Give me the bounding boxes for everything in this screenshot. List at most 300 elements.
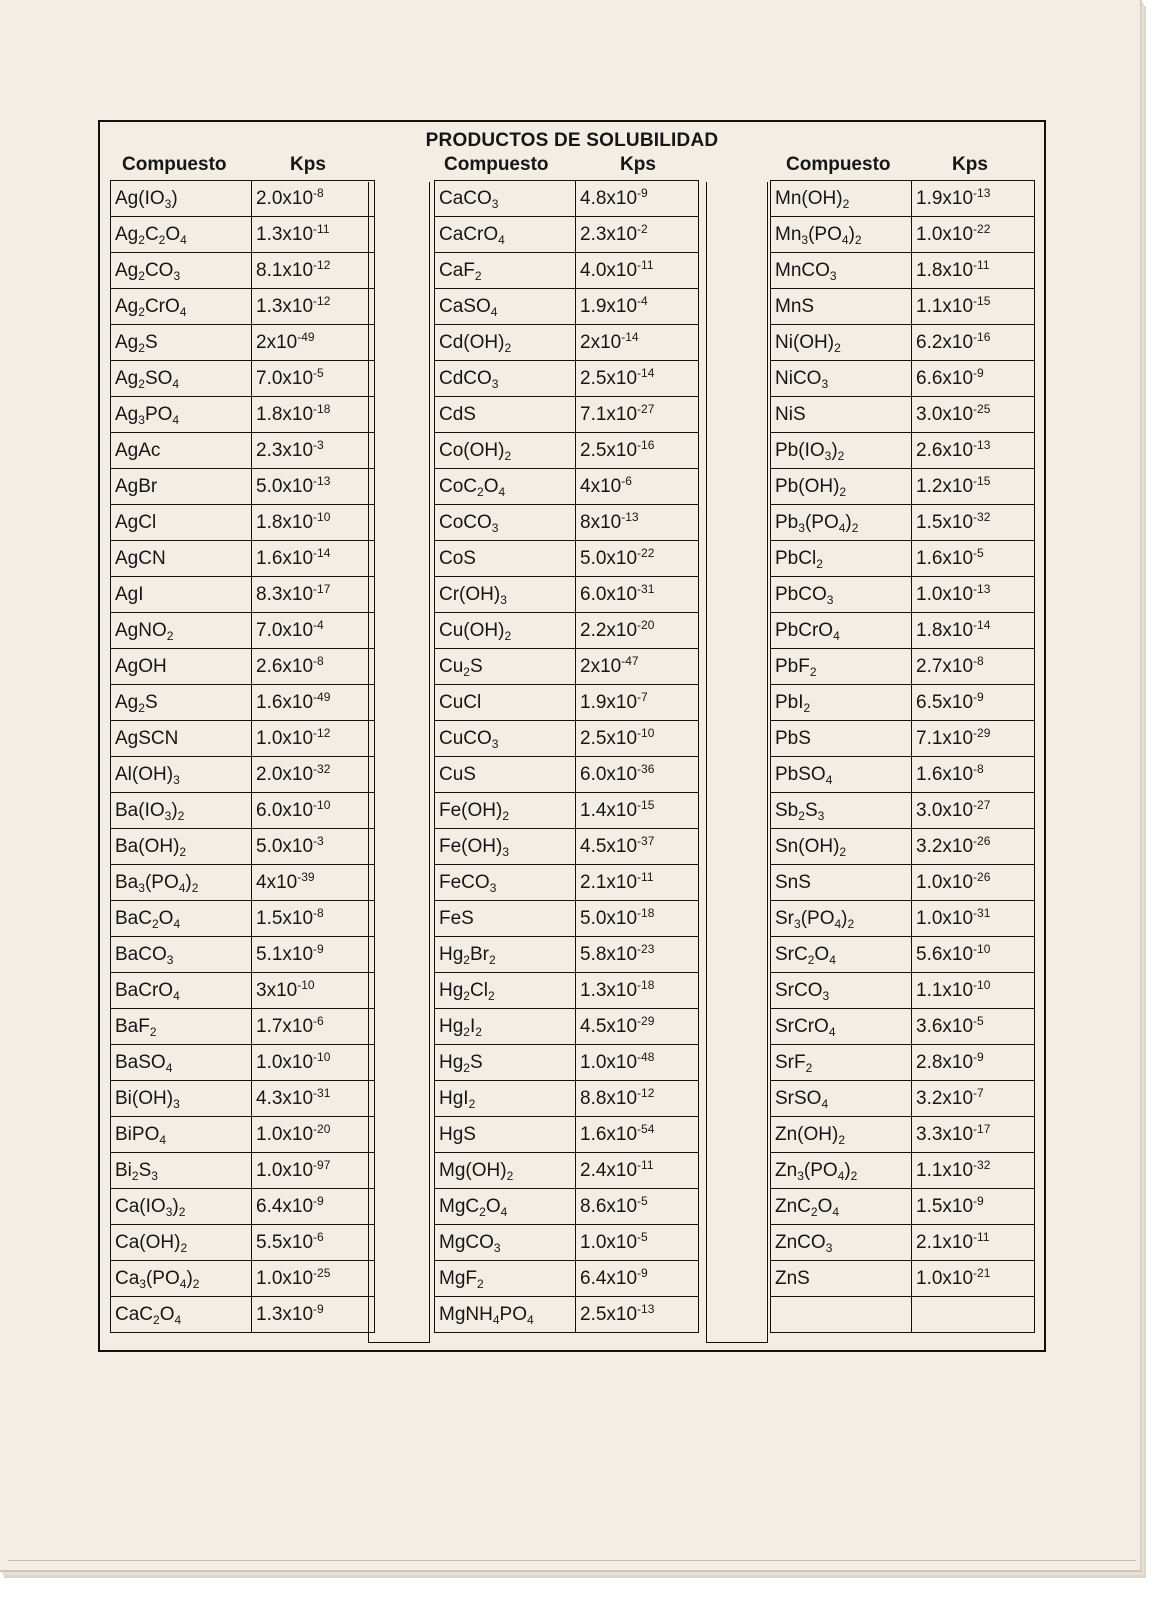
kps-cell: $3.0x10^{-25}$ (912, 397, 1035, 433)
table-row (111, 757, 375, 793)
table-row (771, 1261, 1035, 1297)
table-row (435, 1045, 699, 1081)
table-row (771, 1117, 1035, 1153)
header-compound-2: Compuesto (444, 154, 549, 175)
table-row (111, 973, 375, 1009)
compound-cell: $Ag(IO_3)$ (111, 181, 252, 217)
compound-cell: $Ba_3(PO_4)_2$ (111, 865, 252, 901)
table-row (771, 217, 1035, 253)
kps-cell: $1.3x10^{-18}$ (576, 973, 699, 1009)
compound-cell: $CoC_2O_4$ (435, 469, 576, 505)
table-row (435, 937, 699, 973)
table-row (111, 1189, 375, 1225)
table-row (435, 613, 699, 649)
header-kps-1: Kps (290, 154, 326, 175)
kps-cell: $4.3x10^{-31}$ (252, 1081, 375, 1117)
compound-cell: $Fe(OH)_3$ (435, 829, 576, 865)
compound-cell: $Ni(OH)_2$ (771, 325, 912, 361)
table-row (771, 649, 1035, 685)
table-row (435, 1225, 699, 1261)
table-row (435, 541, 699, 577)
kps-cell: $2.5x10^{-13}$ (576, 1297, 699, 1333)
table-row (435, 1189, 699, 1225)
compound-cell: $Fe(OH)_2$ (435, 793, 576, 829)
table-row (111, 649, 375, 685)
table-row (111, 541, 375, 577)
table-row (771, 505, 1035, 541)
kps-cell: $1.6x10^{-49}$ (252, 685, 375, 721)
kps-cell: $1.5x10^{-9}$ (912, 1189, 1035, 1225)
kps-cell: $8.1x10^{-12}$ (252, 253, 375, 289)
compound-cell: $Zn_3(PO_4)_2$ (771, 1153, 912, 1189)
table-row (435, 253, 699, 289)
table-row (435, 1117, 699, 1153)
compound-cell: PbS (771, 721, 912, 757)
compound-cell: $Hg_2S$ (435, 1045, 576, 1081)
table-row (771, 901, 1035, 937)
table-row (435, 361, 699, 397)
compound-cell: $ZnC_2O_4$ (771, 1189, 912, 1225)
table-row (771, 1153, 1035, 1189)
compound-cell: $Ag_2CO_3$ (111, 253, 252, 289)
table-row (111, 217, 375, 253)
kps-cell: $4x10^{-39}$ (252, 865, 375, 901)
header-kps-2: Kps (620, 154, 656, 175)
kps-cell: $2.6x10^{-13}$ (912, 433, 1035, 469)
compound-cell: $Ba(OH)_2$ (111, 829, 252, 865)
compound-column-1 (110, 180, 375, 1333)
kps-cell: $1.1x10^{-15}$ (912, 289, 1035, 325)
compound-cell: MgF$_2$ (435, 1261, 576, 1297)
table-row (111, 289, 375, 325)
table-row (771, 289, 1035, 325)
compound-column-3 (770, 180, 1035, 1333)
compound-cell: AgOH (111, 649, 252, 685)
kps-cell: $1.9x10^{-7}$ (576, 685, 699, 721)
compound-cell: $Cu_2S$ (435, 649, 576, 685)
compound-cell: CaCrO$_4$ (435, 217, 576, 253)
compound-cell: $MgC_2O_4$ (435, 1189, 576, 1225)
kps-cell: $1.6x10^{-14}$ (252, 541, 375, 577)
table-row (111, 325, 375, 361)
compound-cell: SrSO$_4$ (771, 1081, 912, 1117)
compound-cell: $Ag_2S$ (111, 685, 252, 721)
compound-column-2 (434, 180, 699, 1333)
kps-cell: $4x10^{-6}$ (576, 469, 699, 505)
compound-cell: AgI (111, 577, 252, 613)
table-row (435, 397, 699, 433)
kps-cell: $5.0x10^{-18}$ (576, 901, 699, 937)
kps-cell: $8x10^{-13}$ (576, 505, 699, 541)
compound-cell: NiS (771, 397, 912, 433)
compound-cell: $Mn_3(PO_4)_2$ (771, 217, 912, 253)
kps-cell: $1.5x10^{-8}$ (252, 901, 375, 937)
compound-cell: CuCl (435, 685, 576, 721)
header-compound-1: Compuesto (122, 154, 227, 175)
kps-cell: $3.6x10^{-5}$ (912, 1009, 1035, 1045)
kps-cell: $1.6x10^{-5}$ (912, 541, 1035, 577)
table-row (111, 1009, 375, 1045)
kps-cell: $2.0x10^{-8}$ (252, 181, 375, 217)
table-row (771, 865, 1035, 901)
compound-cell: $Ca(OH)_2$ (111, 1225, 252, 1261)
kps-cell: $5.0x10^{-13}$ (252, 469, 375, 505)
table-row (435, 1297, 699, 1333)
compound-cell: $Mn(OH)_2$ (771, 181, 912, 217)
compound-cell: $Hg_2Cl_2$ (435, 973, 576, 1009)
kps-cell: $1.0x10^{-12}$ (252, 721, 375, 757)
compound-cell: $Pb(OH)_2$ (771, 469, 912, 505)
table-row (111, 181, 375, 217)
kps-cell: $2.5x10^{-10}$ (576, 721, 699, 757)
table-row (111, 1261, 375, 1297)
solubility-table-frame (98, 120, 1046, 1352)
compound-cell: PbCO$_3$ (771, 577, 912, 613)
table-row (771, 397, 1035, 433)
table-row (435, 217, 699, 253)
table-row (435, 433, 699, 469)
compound-cell: MnCO$_3$ (771, 253, 912, 289)
table-row (771, 757, 1035, 793)
table-row (771, 685, 1035, 721)
kps-cell (912, 1297, 1035, 1333)
kps-cell: $2.1x10^{-11}$ (912, 1225, 1035, 1261)
compound-cell: $Co(OH)_2$ (435, 433, 576, 469)
column-gap-1 (368, 182, 430, 1343)
compound-cell: $Al(OH)_3$ (111, 757, 252, 793)
compound-cell: $Cu(OH)_2$ (435, 613, 576, 649)
kps-cell: $6.4x10^{-9}$ (252, 1189, 375, 1225)
kps-cell: $1.0x10^{-5}$ (576, 1225, 699, 1261)
compound-cell: $Sb_2S_3$ (771, 793, 912, 829)
compound-cell: CdCO$_3$ (435, 361, 576, 397)
table-row (111, 1153, 375, 1189)
compound-cell: $Pb_3(PO_4)_2$ (771, 505, 912, 541)
kps-cell: $1.8x10^{-14}$ (912, 613, 1035, 649)
compound-cell: $Ag_2SO_4$ (111, 361, 252, 397)
kps-cell: $6.6x10^{-9}$ (912, 361, 1035, 397)
compound-cell: AgAc (111, 433, 252, 469)
compound-cell: CdS (435, 397, 576, 433)
table-row (111, 577, 375, 613)
header-compound-3: Compuesto (786, 154, 891, 175)
kps-cell: $6.0x10^{-36}$ (576, 757, 699, 793)
compound-cell: HgS (435, 1117, 576, 1153)
compound-cell: ZnS (771, 1261, 912, 1297)
kps-cell: $5.0x10^{-22}$ (576, 541, 699, 577)
table-row (771, 361, 1035, 397)
table-row (435, 1153, 699, 1189)
compound-cell: ZnCO$_3$ (771, 1225, 912, 1261)
compound-cell (771, 1297, 912, 1333)
kps-cell: $1.6x10^{-54}$ (576, 1117, 699, 1153)
table-row (111, 865, 375, 901)
page-edge-divider (8, 1500, 1136, 1561)
kps-cell: $1.0x10^{-21}$ (912, 1261, 1035, 1297)
kps-cell: $8.3x10^{-17}$ (252, 577, 375, 613)
kps-cell: $1.0x10^{-97}$ (252, 1153, 375, 1189)
table-row (111, 433, 375, 469)
kps-cell: $3.2x10^{-26}$ (912, 829, 1035, 865)
compound-cell: AgSCN (111, 721, 252, 757)
compound-cell: AgNO$_2$ (111, 613, 252, 649)
kps-cell: $8.8x10^{-12}$ (576, 1081, 699, 1117)
compound-cell: FeCO$_3$ (435, 865, 576, 901)
table-row (435, 649, 699, 685)
table-row (435, 757, 699, 793)
kps-cell: $2.3x10^{-2}$ (576, 217, 699, 253)
compound-cell: $MgNH_4PO_4$ (435, 1297, 576, 1333)
kps-cell: $2x10^{-47}$ (576, 649, 699, 685)
compound-cell: BaCO$_3$ (111, 937, 252, 973)
table-row (771, 1189, 1035, 1225)
compound-cell: BaSO$_4$ (111, 1045, 252, 1081)
kps-cell: $1.0x10^{-25}$ (252, 1261, 375, 1297)
table-row (111, 1081, 375, 1117)
kps-cell: $4.8x10^{-9}$ (576, 181, 699, 217)
compound-cell: $Hg_2Br_2$ (435, 937, 576, 973)
compound-cell: HgI$_2$ (435, 1081, 576, 1117)
kps-cell: $5.8x10^{-23}$ (576, 937, 699, 973)
table-row (111, 253, 375, 289)
kps-cell: $2.7x10^{-8}$ (912, 649, 1035, 685)
kps-cell: $1.2x10^{-15}$ (912, 469, 1035, 505)
compound-cell: MgCO$_3$ (435, 1225, 576, 1261)
compound-cell: FeS (435, 901, 576, 937)
kps-cell: $5.1x10^{-9}$ (252, 937, 375, 973)
kps-cell: $6.4x10^{-9}$ (576, 1261, 699, 1297)
table-row (771, 325, 1035, 361)
compound-cell: $Mg(OH)_2$ (435, 1153, 576, 1189)
compound-cell: CoCO$_3$ (435, 505, 576, 541)
kps-cell: $6.5x10^{-9}$ (912, 685, 1035, 721)
kps-cell: $5.0x10^{-3}$ (252, 829, 375, 865)
kps-cell: $3.0x10^{-27}$ (912, 793, 1035, 829)
kps-cell: $2.5x10^{-14}$ (576, 361, 699, 397)
table-row (771, 613, 1035, 649)
kps-cell: $1.1x10^{-32}$ (912, 1153, 1035, 1189)
compound-cell: SrCO$_3$ (771, 973, 912, 1009)
kps-cell: $2.6x10^{-8}$ (252, 649, 375, 685)
table-row (771, 469, 1035, 505)
kps-cell: $1.0x10^{-22}$ (912, 217, 1035, 253)
table-row (771, 1009, 1035, 1045)
table-row (435, 793, 699, 829)
table-row (435, 289, 699, 325)
kps-cell: $6.2x10^{-16}$ (912, 325, 1035, 361)
table-row (111, 1225, 375, 1261)
compound-cell: $Cr(OH)_3$ (435, 577, 576, 613)
table-row (111, 1297, 375, 1333)
compound-cell: $Hg_2I_2$ (435, 1009, 576, 1045)
table-row (111, 793, 375, 829)
table-row (435, 181, 699, 217)
compound-cell: BiPO$_4$ (111, 1117, 252, 1153)
compound-cell: CaF$_2$ (435, 253, 576, 289)
table-row (771, 541, 1035, 577)
kps-cell: $1.7x10^{-6}$ (252, 1009, 375, 1045)
table-row (111, 1117, 375, 1153)
kps-cell: $1.5x10^{-32}$ (912, 505, 1035, 541)
kps-cell: $7.1x10^{-27}$ (576, 397, 699, 433)
kps-cell: $5.6x10^{-10}$ (912, 937, 1035, 973)
compound-cell: PbSO$_4$ (771, 757, 912, 793)
kps-cell: $1.6x10^{-8}$ (912, 757, 1035, 793)
kps-cell: $1.0x10^{-48}$ (576, 1045, 699, 1081)
kps-cell: $3.2x10^{-7}$ (912, 1081, 1035, 1117)
compound-cell: BaF$_2$ (111, 1009, 252, 1045)
table-row (111, 721, 375, 757)
table-row (435, 685, 699, 721)
kps-cell: $1.3x10^{-9}$ (252, 1297, 375, 1333)
kps-cell: $8.6x10^{-5}$ (576, 1189, 699, 1225)
kps-cell: $4.0x10^{-11}$ (576, 253, 699, 289)
compound-cell: CaSO$_4$ (435, 289, 576, 325)
header-kps-3: Kps (952, 154, 988, 175)
table-row (435, 1081, 699, 1117)
compound-cell: $Cd(OH)_2$ (435, 325, 576, 361)
compound-cell: CuCO$_3$ (435, 721, 576, 757)
table-row (111, 361, 375, 397)
compound-cell: $Ag_2S$ (111, 325, 252, 361)
compound-cell: $Ag_2C_2O_4$ (111, 217, 252, 253)
kps-cell: $1.3x10^{-12}$ (252, 289, 375, 325)
compound-cell: CuS (435, 757, 576, 793)
table-row (435, 1261, 699, 1297)
compound-cell: MnS (771, 289, 912, 325)
compound-cell: AgBr (111, 469, 252, 505)
kps-cell: $1.0x10^{-26}$ (912, 865, 1035, 901)
compound-cell: CaCO$_3$ (435, 181, 576, 217)
compound-cell: PbCrO$_4$ (771, 613, 912, 649)
column-gap-2 (706, 182, 768, 1343)
table-row (435, 505, 699, 541)
kps-cell: $6.0x10^{-10}$ (252, 793, 375, 829)
table-row (771, 1081, 1035, 1117)
table-row (435, 1009, 699, 1045)
kps-cell: $1.8x10^{-11}$ (912, 253, 1035, 289)
table-row (435, 901, 699, 937)
kps-cell: $4.5x10^{-37}$ (576, 829, 699, 865)
table-row (111, 613, 375, 649)
table-row (771, 973, 1035, 1009)
compound-cell: AgCN (111, 541, 252, 577)
table-row (111, 505, 375, 541)
compound-cell: CoS (435, 541, 576, 577)
compound-cell: PbCl$_2$ (771, 541, 912, 577)
kps-cell: $1.0x10^{-10}$ (252, 1045, 375, 1081)
table-row (111, 829, 375, 865)
kps-cell: $2.4x10^{-11}$ (576, 1153, 699, 1189)
compound-cell: SrF$_2$ (771, 1045, 912, 1081)
kps-cell: $6.0x10^{-31}$ (576, 577, 699, 613)
compound-cell: SnS (771, 865, 912, 901)
compound-cell: $Ca(IO_3)_2$ (111, 1189, 252, 1225)
table-row (771, 1297, 1035, 1333)
compound-cell: $CaC_2O_4$ (111, 1297, 252, 1333)
kps-cell: $1.3x10^{-11}$ (252, 217, 375, 253)
kps-cell: $2x10^{-49}$ (252, 325, 375, 361)
kps-cell: $1.4x10^{-15}$ (576, 793, 699, 829)
compound-cell: $SrC_2O_4$ (771, 937, 912, 973)
compound-cell: $Pb(IO_3)_2$ (771, 433, 912, 469)
table-row (111, 901, 375, 937)
compound-cell: SrCrO$_4$ (771, 1009, 912, 1045)
kps-cell: $5.5x10^{-6}$ (252, 1225, 375, 1261)
kps-cell: $1.0x10^{-20}$ (252, 1117, 375, 1153)
compound-cell: $Ag_2CrO_4$ (111, 289, 252, 325)
compound-cell: $BaC_2O_4$ (111, 901, 252, 937)
table-row (771, 253, 1035, 289)
table-row (771, 1045, 1035, 1081)
table-row (435, 325, 699, 361)
kps-cell: $1.9x10^{-4}$ (576, 289, 699, 325)
compound-cell: NiCO$_3$ (771, 361, 912, 397)
compound-cell: BaCrO$_4$ (111, 973, 252, 1009)
table-row (771, 829, 1035, 865)
compound-cell: $Sn(OH)_2$ (771, 829, 912, 865)
table-row (435, 577, 699, 613)
table-row (771, 1225, 1035, 1261)
table-row (435, 721, 699, 757)
compound-cell: $Zn(OH)_2$ (771, 1117, 912, 1153)
kps-cell: $7.1x10^{-29}$ (912, 721, 1035, 757)
compound-cell: $Bi(OH)_3$ (111, 1081, 252, 1117)
table-row (111, 685, 375, 721)
table-row (771, 433, 1035, 469)
kps-cell: $2.0x10^{-32}$ (252, 757, 375, 793)
kps-cell: $7.0x10^{-5}$ (252, 361, 375, 397)
kps-cell: $2.3x10^{-3}$ (252, 433, 375, 469)
table-title: PRODUCTOS DE SOLUBILIDAD (425, 130, 719, 151)
kps-cell: $3x10^{-10}$ (252, 973, 375, 1009)
table-row (111, 469, 375, 505)
table-row (771, 937, 1035, 973)
kps-cell: $2.8x10^{-9}$ (912, 1045, 1035, 1081)
table-row (435, 973, 699, 1009)
table-row (111, 397, 375, 433)
table-row (435, 865, 699, 901)
compound-cell: $Sr_3(PO_4)_2$ (771, 901, 912, 937)
kps-cell: $1.0x10^{-13}$ (912, 577, 1035, 613)
kps-cell: $2.2x10^{-20}$ (576, 613, 699, 649)
kps-cell: $3.3x10^{-17}$ (912, 1117, 1035, 1153)
compound-cell: $Ca_3(PO_4)_2$ (111, 1261, 252, 1297)
table-row (771, 721, 1035, 757)
kps-cell: $1.0x10^{-31}$ (912, 901, 1035, 937)
table-row (771, 793, 1035, 829)
table-row (771, 577, 1035, 613)
compound-cell: AgCl (111, 505, 252, 541)
compound-cell: $Bi_2S_3$ (111, 1153, 252, 1189)
table-row (435, 469, 699, 505)
kps-cell: $1.1x10^{-10}$ (912, 973, 1035, 1009)
compound-cell: $Ba(IO_3)_2$ (111, 793, 252, 829)
kps-cell: $1.8x10^{-18}$ (252, 397, 375, 433)
kps-cell: $2.5x10^{-16}$ (576, 433, 699, 469)
kps-cell: $7.0x10^{-4}$ (252, 613, 375, 649)
compound-cell: PbI$_2$ (771, 685, 912, 721)
kps-cell: $4.5x10^{-29}$ (576, 1009, 699, 1045)
table-row (111, 1045, 375, 1081)
table-row (111, 937, 375, 973)
table-row (771, 181, 1035, 217)
compound-cell: PbF$_2$ (771, 649, 912, 685)
kps-cell: $2x10^{-14}$ (576, 325, 699, 361)
table-row (435, 829, 699, 865)
kps-cell: $2.1x10^{-11}$ (576, 865, 699, 901)
compound-cell: $Ag_3PO_4$ (111, 397, 252, 433)
